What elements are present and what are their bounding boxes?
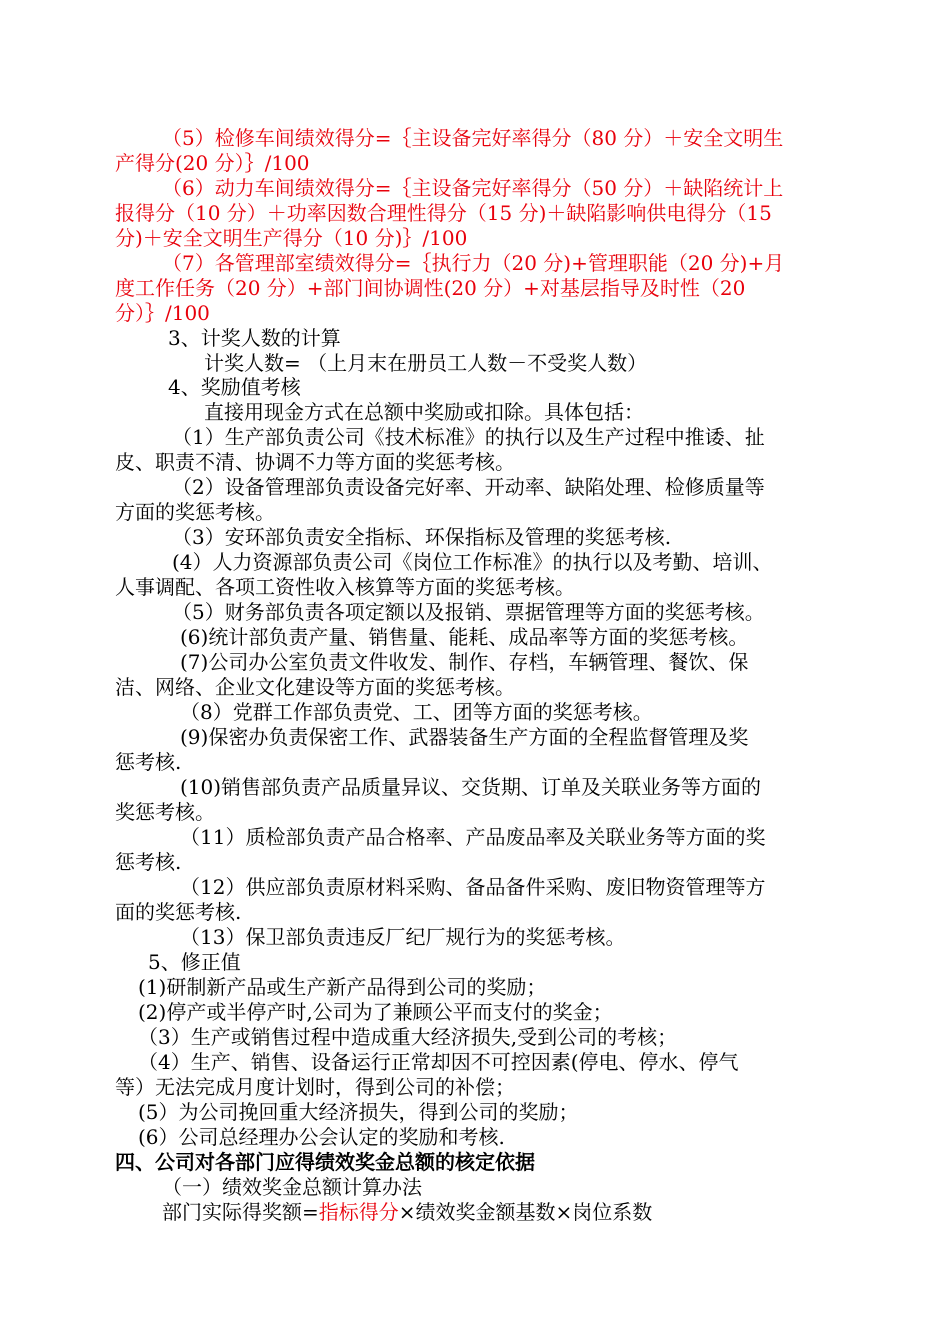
paragraph-line: 直接用现金方式在总额中奖励或扣除。具体包括： <box>204 400 644 424</box>
paragraph-line: (4）人力资源部负责公司《岗位工作标准》的执行以及考勤、培训、 <box>172 550 773 574</box>
formula-highlight: 指标得分 <box>318 1200 399 1224</box>
paragraph-line: （2）设备管理部负责设备完好率、开动率、缺陷处理、检修质量等 <box>172 475 765 499</box>
paragraph-line: （8）党群工作部负责党、工、团等方面的奖惩考核。 <box>180 700 653 724</box>
section-heading: 4、奖励值考核 <box>168 375 301 399</box>
paragraph-line: (10)销售部负责产品质量异议、交货期、订单及关联业务等方面的 <box>180 775 762 799</box>
paragraph-line: 产得分(20 分）｝/100 <box>115 151 310 175</box>
paragraph-line: （6）动力车间绩效得分=｛主设备完好率得分（50 分）＋缺陷统计上 <box>162 176 784 200</box>
paragraph-line: （11）质检部负责产品合格率、产品废品率及关联业务等方面的奖 <box>180 825 766 849</box>
paragraph-line: 报得分（10 分）＋功率因数合理性得分（15 分)＋缺陷影响供电得分（15 <box>115 201 772 225</box>
subsection-heading: （一）绩效奖金总额计算办法 <box>162 1175 422 1199</box>
formula-line <box>162 1199 652 1225</box>
paragraph-line: 人事调配、各项工资性收入核算等方面的奖惩考核。 <box>115 575 575 599</box>
paragraph-line: （7）各管理部室绩效得分=｛执行力（20 分)+管理职能（20 分)+月 <box>162 251 785 275</box>
paragraph-line: （3）生产或销售过程中造成重大经济损失,受到公司的考核； <box>138 1025 678 1049</box>
paragraph-line: （13）保卫部负责违反厂纪厂规行为的奖惩考核。 <box>180 925 626 949</box>
paragraph-line: 计奖人数= （上月末在册员工人数－不受奖人数） <box>204 351 648 375</box>
paragraph-line: 洁、网络、企业文化建设等方面的奖惩考核。 <box>115 675 515 699</box>
paragraph-line: （3）安环部负责安全指标、环保指标及管理的奖惩考核. <box>172 525 672 549</box>
paragraph-line: （12）供应部负责原材料采购、备品备件采购、废旧物资管理等方 <box>180 875 766 899</box>
paragraph-line: (6）公司总经理办公会认定的奖励和考核. <box>138 1125 505 1149</box>
paragraph-line: (2)停产或半停产时,公司为了兼顾公平而支付的奖金； <box>138 1000 613 1024</box>
formula-prefix: 部门实际得奖额= <box>162 1200 319 1224</box>
paragraph-line: (6)统计部负责产量、销售量、能耗、成品率等方面的奖惩考核。 <box>180 625 749 649</box>
paragraph-line: (9)保密办负责保密工作、武器装备生产方面的全程监督管理及奖 <box>180 725 749 749</box>
paragraph-line: 奖惩考核。 <box>115 800 215 824</box>
paragraph-line: (5）为公司挽回重大经济损失，得到公司的奖励； <box>138 1100 579 1124</box>
paragraph-line: （5）财务部负责各项定额以及报销、票据管理等方面的奖惩考核。 <box>172 600 765 624</box>
chapter-heading: 四、公司对各部门应得绩效奖金总额的核定依据 <box>115 1150 535 1174</box>
paragraph-line: 分）｝/100 <box>115 301 210 325</box>
paragraph-line: 惩考核. <box>115 850 182 874</box>
paragraph-line: （4）生产、销售、设备运行正常却因不可控因素(停电、停水、停气 <box>138 1050 739 1074</box>
paragraph-line: （5）检修车间绩效得分=｛主设备完好率得分（80 分）＋安全文明生 <box>162 126 784 150</box>
paragraph-line: 度工作任务（20 分）+部门间协调性(20 分）+对基层指导及时性（20 <box>115 276 746 300</box>
paragraph-line: (7)公司办公室负责文件收发、制作、存档，车辆管理、餐饮、保 <box>180 650 749 674</box>
formula-suffix: ×绩效奖金额基数×岗位系数 <box>398 1200 653 1224</box>
paragraph-line: （1）生产部负责公司《技术标准》的执行以及生产过程中推诿、扯 <box>172 425 765 449</box>
paragraph-line: (1)研制新产品或生产新产品得到公司的奖励； <box>138 975 547 999</box>
section-heading: 5、修正值 <box>148 950 241 974</box>
paragraph-line: 方面的奖惩考核。 <box>115 500 275 524</box>
paragraph-line: 分)＋安全文明生产得分（10 分)｝/100 <box>115 226 468 250</box>
paragraph-line: 等）无法完成月度计划时，得到公司的补偿； <box>115 1075 515 1099</box>
paragraph-line: 面的奖惩考核. <box>115 900 242 924</box>
paragraph-line: 惩考核. <box>115 750 182 774</box>
paragraph-line: 皮、职责不清、协调不力等方面的奖惩考核。 <box>115 450 515 474</box>
section-heading: 3、计奖人数的计算 <box>168 326 341 350</box>
